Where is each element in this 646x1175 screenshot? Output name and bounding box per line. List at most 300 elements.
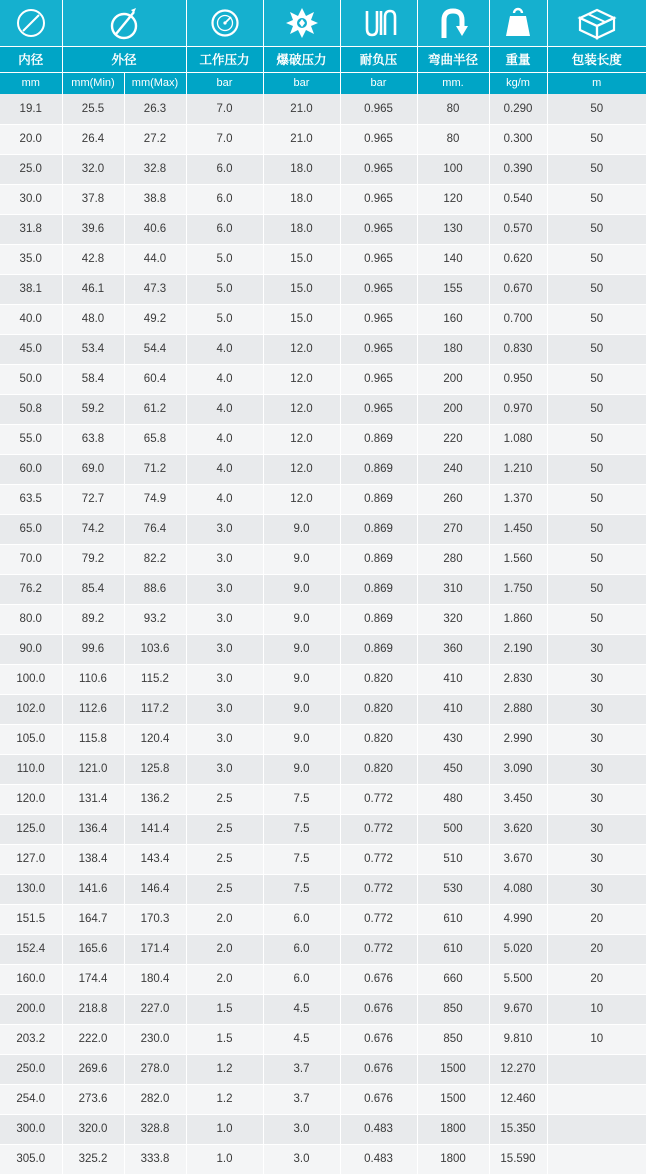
- table-cell: 50: [547, 184, 646, 214]
- table-cell: 65.0: [0, 514, 62, 544]
- table-cell: 35.0: [0, 244, 62, 274]
- table-row: [0, 304, 646, 334]
- table-cell: 79.2: [62, 544, 124, 574]
- table-cell: 50: [547, 154, 646, 184]
- table-cell: 1.0: [186, 1114, 263, 1144]
- table-row: [0, 454, 646, 484]
- unit-weight: kg/m: [489, 72, 547, 94]
- table-cell: 40.0: [0, 304, 62, 334]
- table-cell: 0.483: [340, 1114, 417, 1144]
- table-cell: 6.0: [186, 214, 263, 244]
- table-cell: 0.676: [340, 964, 417, 994]
- table-cell: 63.5: [0, 484, 62, 514]
- table-cell: 200: [417, 364, 489, 394]
- table-cell: 50: [547, 604, 646, 634]
- table-cell: 20: [547, 934, 646, 964]
- table-cell: 71.2: [124, 454, 186, 484]
- table-cell: 30: [547, 724, 646, 754]
- table-cell: 32.8: [124, 154, 186, 184]
- table-cell: 0.772: [340, 814, 417, 844]
- header-outer-diameter: 外径: [62, 46, 186, 72]
- table-cell: 65.8: [124, 424, 186, 454]
- table-cell: 15.350: [489, 1114, 547, 1144]
- table-cell: 180: [417, 334, 489, 364]
- table-cell: 80: [417, 124, 489, 154]
- table-cell: 4.080: [489, 874, 547, 904]
- table-cell: 74.9: [124, 484, 186, 514]
- table-cell: [547, 1084, 646, 1114]
- table-row: [0, 874, 646, 904]
- table-cell: 93.2: [124, 604, 186, 634]
- table-cell: 50: [547, 214, 646, 244]
- table-cell: 19.1: [0, 94, 62, 124]
- icon-cell-working-pressure: [186, 0, 263, 46]
- table-cell: 18.0: [263, 214, 340, 244]
- table-cell: [547, 1114, 646, 1144]
- table-cell: 3.090: [489, 754, 547, 784]
- table-cell: 2.5: [186, 784, 263, 814]
- table-row: [0, 1084, 646, 1114]
- table-cell: 240: [417, 454, 489, 484]
- table-cell: 9.0: [263, 514, 340, 544]
- table-cell: 4.5: [263, 994, 340, 1024]
- table-cell: 0.950: [489, 364, 547, 394]
- table-cell: 25.5: [62, 94, 124, 124]
- header-burst-pressure: 爆破压力: [263, 46, 340, 72]
- table-cell: 120: [417, 184, 489, 214]
- header-package-length: 包装长度: [547, 46, 646, 72]
- table-cell: 1.2: [186, 1084, 263, 1114]
- table-cell: 0.869: [340, 424, 417, 454]
- table-cell: 112.6: [62, 694, 124, 724]
- table-cell: 0.540: [489, 184, 547, 214]
- table-cell: 80: [417, 94, 489, 124]
- table-cell: 103.6: [124, 634, 186, 664]
- table-row: [0, 334, 646, 364]
- table-cell: 100: [417, 154, 489, 184]
- table-cell: 320.0: [62, 1114, 124, 1144]
- table-cell: 850: [417, 1024, 489, 1054]
- icon-cell-vacuum: [340, 0, 417, 46]
- table-cell: 3.7: [263, 1084, 340, 1114]
- table-cell: 102.0: [0, 694, 62, 724]
- table-cell: 3.0: [186, 574, 263, 604]
- table-cell: 220: [417, 424, 489, 454]
- table-cell: 3.0: [186, 604, 263, 634]
- icon-cell-outer-diameter: [62, 0, 186, 46]
- table-cell: 130.0: [0, 874, 62, 904]
- table-cell: 125.0: [0, 814, 62, 844]
- table-cell: 4.0: [186, 424, 263, 454]
- table-cell: 30: [547, 784, 646, 814]
- table-row: [0, 1144, 646, 1174]
- table-cell: 850: [417, 994, 489, 1024]
- table-cell: 0.869: [340, 604, 417, 634]
- inner-diameter-icon: [0, 1, 62, 45]
- table-cell: 6.0: [263, 964, 340, 994]
- table-cell: 3.670: [489, 844, 547, 874]
- table-cell: 0.820: [340, 664, 417, 694]
- table-cell: 250.0: [0, 1054, 62, 1084]
- table-cell: 171.4: [124, 934, 186, 964]
- table-cell: 18.0: [263, 154, 340, 184]
- table-cell: 273.6: [62, 1084, 124, 1114]
- table-cell: 47.3: [124, 274, 186, 304]
- table-cell: 90.0: [0, 634, 62, 664]
- table-cell: 85.4: [62, 574, 124, 604]
- table-cell: 151.5: [0, 904, 62, 934]
- table-cell: 138.4: [62, 844, 124, 874]
- table-cell: 76.2: [0, 574, 62, 604]
- table-cell: 60.0: [0, 454, 62, 484]
- table-cell: [547, 1144, 646, 1174]
- table-cell: 27.2: [124, 124, 186, 154]
- table-cell: 49.2: [124, 304, 186, 334]
- icon-cell-bend-radius: [417, 0, 489, 46]
- table-row: [0, 154, 646, 184]
- table-cell: 12.460: [489, 1084, 547, 1114]
- icon-cell-weight: [489, 0, 547, 46]
- table-cell: 50: [547, 454, 646, 484]
- table-row: [0, 814, 646, 844]
- table-cell: 30: [547, 664, 646, 694]
- table-cell: 63.8: [62, 424, 124, 454]
- table-cell: 305.0: [0, 1144, 62, 1174]
- table-cell: 310: [417, 574, 489, 604]
- table-row: [0, 634, 646, 664]
- table-cell: 2.5: [186, 844, 263, 874]
- table-row: [0, 964, 646, 994]
- table-row: [0, 724, 646, 754]
- table-cell: 50: [547, 334, 646, 364]
- table-cell: 9.810: [489, 1024, 547, 1054]
- table-cell: 660: [417, 964, 489, 994]
- table-row: [0, 934, 646, 964]
- table-cell: 510: [417, 844, 489, 874]
- table-cell: 3.0: [186, 754, 263, 784]
- table-cell: 3.7: [263, 1054, 340, 1084]
- table-cell: 53.4: [62, 334, 124, 364]
- table-cell: 50.8: [0, 394, 62, 424]
- table-row: [0, 784, 646, 814]
- table-cell: 0.965: [340, 334, 417, 364]
- table-cell: 480: [417, 784, 489, 814]
- table-row: [0, 1114, 646, 1144]
- table-cell: 44.0: [124, 244, 186, 274]
- table-cell: 31.8: [0, 214, 62, 244]
- table-cell: 10: [547, 994, 646, 1024]
- table-cell: 38.8: [124, 184, 186, 214]
- table-cell: 48.0: [62, 304, 124, 334]
- table-cell: 155: [417, 274, 489, 304]
- table-cell: 1.080: [489, 424, 547, 454]
- table-row: [0, 274, 646, 304]
- table-cell: 50: [547, 304, 646, 334]
- table-cell: 0.772: [340, 904, 417, 934]
- table-cell: 37.8: [62, 184, 124, 214]
- table-cell: 0.290: [489, 94, 547, 124]
- table-cell: 328.8: [124, 1114, 186, 1144]
- table-cell: 0.869: [340, 574, 417, 604]
- table-cell: 15.0: [263, 304, 340, 334]
- table-cell: 131.4: [62, 784, 124, 814]
- unit-outer-diameter-min: mm(Min): [62, 72, 124, 94]
- table-cell: 222.0: [62, 1024, 124, 1054]
- table-cell: 76.4: [124, 514, 186, 544]
- icon-cell-package-length: [547, 0, 646, 46]
- table-cell: 0.830: [489, 334, 547, 364]
- table-cell: 0.772: [340, 784, 417, 814]
- table-cell: 3.0: [186, 514, 263, 544]
- table-row: [0, 514, 646, 544]
- icon-cell-inner-diameter: [0, 0, 62, 46]
- table-cell: 141.6: [62, 874, 124, 904]
- table-cell: 25.0: [0, 154, 62, 184]
- table-cell: 72.7: [62, 484, 124, 514]
- table-cell: 15.0: [263, 274, 340, 304]
- table-row: [0, 214, 646, 244]
- table-cell: 4.0: [186, 484, 263, 514]
- pressure-gauge-icon: [187, 1, 263, 45]
- table-cell: 5.0: [186, 274, 263, 304]
- table-cell: 0.965: [340, 184, 417, 214]
- table-row: [0, 1024, 646, 1054]
- table-cell: 4.0: [186, 394, 263, 424]
- table-cell: 99.6: [62, 634, 124, 664]
- table-cell: 54.4: [124, 334, 186, 364]
- table-cell: 80.0: [0, 604, 62, 634]
- table-row: [0, 1054, 646, 1084]
- table-cell: 0.965: [340, 214, 417, 244]
- table-row: [0, 694, 646, 724]
- table-cell: 0.965: [340, 94, 417, 124]
- table-cell: 230.0: [124, 1024, 186, 1054]
- table-cell: 278.0: [124, 1054, 186, 1084]
- table-cell: 50: [547, 94, 646, 124]
- table-cell: 5.500: [489, 964, 547, 994]
- table-cell: 50: [547, 364, 646, 394]
- table-cell: 0.820: [340, 694, 417, 724]
- table-cell: 1.560: [489, 544, 547, 574]
- bend-radius-icon: [418, 1, 489, 45]
- table-cell: 1.750: [489, 574, 547, 604]
- table-cell: 70.0: [0, 544, 62, 574]
- table-cell: 1.5: [186, 1024, 263, 1054]
- table-cell: 30: [547, 814, 646, 844]
- table-cell: 50: [547, 424, 646, 454]
- table-cell: 130: [417, 214, 489, 244]
- header-working-pressure: 工作压力: [186, 46, 263, 72]
- table-cell: 7.5: [263, 784, 340, 814]
- table-cell: 3.0: [186, 544, 263, 574]
- table-cell: 2.190: [489, 634, 547, 664]
- table-cell: 410: [417, 694, 489, 724]
- table-cell: 6.0: [186, 184, 263, 214]
- table-cell: 325.2: [62, 1144, 124, 1174]
- table-cell: 45.0: [0, 334, 62, 364]
- table-cell: 0.869: [340, 484, 417, 514]
- table-cell: 0.965: [340, 244, 417, 274]
- table-row: [0, 94, 646, 124]
- table-cell: 4.0: [186, 334, 263, 364]
- table-cell: 360: [417, 634, 489, 664]
- table-row: [0, 754, 646, 784]
- table-cell: 15.590: [489, 1144, 547, 1174]
- table-row: [0, 364, 646, 394]
- table-cell: 140: [417, 244, 489, 274]
- table-cell: 165.6: [62, 934, 124, 964]
- table-cell: 1.0: [186, 1144, 263, 1174]
- table-cell: 39.6: [62, 214, 124, 244]
- table-cell: 2.830: [489, 664, 547, 694]
- table-cell: 269.6: [62, 1054, 124, 1084]
- table-cell: 3.0: [263, 1114, 340, 1144]
- table-cell: 1500: [417, 1054, 489, 1084]
- column-name-row: [0, 46, 646, 72]
- table-cell: 12.0: [263, 484, 340, 514]
- table-cell: 74.2: [62, 514, 124, 544]
- table-cell: 7.5: [263, 844, 340, 874]
- table-cell: 9.0: [263, 754, 340, 784]
- table-cell: 38.1: [0, 274, 62, 304]
- table-cell: 1.210: [489, 454, 547, 484]
- table-cell: 174.4: [62, 964, 124, 994]
- table-cell: 55.0: [0, 424, 62, 454]
- table-cell: 0.869: [340, 544, 417, 574]
- table-row: [0, 544, 646, 574]
- table-cell: 6.0: [263, 934, 340, 964]
- table-cell: 333.8: [124, 1144, 186, 1174]
- table-cell: 21.0: [263, 124, 340, 154]
- table-cell: 9.670: [489, 994, 547, 1024]
- table-cell: 164.7: [62, 904, 124, 934]
- table-cell: 0.300: [489, 124, 547, 154]
- table-cell: 46.1: [62, 274, 124, 304]
- table-cell: 60.4: [124, 364, 186, 394]
- table-cell: 50: [547, 514, 646, 544]
- table-cell: 30: [547, 844, 646, 874]
- table-cell: 0.965: [340, 364, 417, 394]
- header-bend-radius: 弯曲半径: [417, 46, 489, 72]
- table-cell: 0.772: [340, 844, 417, 874]
- table-cell: 170.3: [124, 904, 186, 934]
- table-cell: 50.0: [0, 364, 62, 394]
- table-row: [0, 244, 646, 274]
- table-cell: 254.0: [0, 1084, 62, 1114]
- table-cell: 4.5: [263, 1024, 340, 1054]
- table-cell: 105.0: [0, 724, 62, 754]
- table-cell: 280: [417, 544, 489, 574]
- table-cell: 82.2: [124, 544, 186, 574]
- table-cell: 203.2: [0, 1024, 62, 1054]
- table-cell: 26.3: [124, 94, 186, 124]
- table-cell: 410: [417, 664, 489, 694]
- unit-vacuum: bar: [340, 72, 417, 94]
- table-cell: 21.0: [263, 94, 340, 124]
- table-cell: 0.869: [340, 634, 417, 664]
- table-cell: 50: [547, 394, 646, 424]
- table-cell: 50: [547, 484, 646, 514]
- table-cell: 42.8: [62, 244, 124, 274]
- table-cell: 200: [417, 394, 489, 424]
- table-cell: 7.0: [186, 94, 263, 124]
- header-vacuum: 耐负压: [340, 46, 417, 72]
- table-cell: 50: [547, 574, 646, 604]
- table-cell: 20: [547, 904, 646, 934]
- table-cell: 89.2: [62, 604, 124, 634]
- table-cell: 30: [547, 874, 646, 904]
- table-cell: 450: [417, 754, 489, 784]
- table-cell: 3.0: [186, 694, 263, 724]
- table-cell: 120.4: [124, 724, 186, 754]
- table-cell: 0.772: [340, 934, 417, 964]
- table-cell: 0.970: [489, 394, 547, 424]
- table-cell: 0.965: [340, 124, 417, 154]
- table-cell: 121.0: [62, 754, 124, 784]
- table-cell: 0.965: [340, 304, 417, 334]
- table-cell: 136.2: [124, 784, 186, 814]
- table-cell: 26.4: [62, 124, 124, 154]
- table-cell: 115.8: [62, 724, 124, 754]
- table-cell: 282.0: [124, 1084, 186, 1114]
- table-cell: 20.0: [0, 124, 62, 154]
- table-cell: 40.6: [124, 214, 186, 244]
- table-cell: [547, 1054, 646, 1084]
- table-row: [0, 664, 646, 694]
- vacuum-icon: [341, 1, 417, 45]
- table-cell: 1800: [417, 1144, 489, 1174]
- table-cell: 115.2: [124, 664, 186, 694]
- table-cell: 69.0: [62, 454, 124, 484]
- table-cell: 12.270: [489, 1054, 547, 1084]
- table-cell: 152.4: [0, 934, 62, 964]
- table-cell: 2.5: [186, 874, 263, 904]
- table-cell: 12.0: [263, 424, 340, 454]
- table-row: [0, 994, 646, 1024]
- table-cell: 9.0: [263, 574, 340, 604]
- table-cell: 9.0: [263, 544, 340, 574]
- table-row: [0, 124, 646, 154]
- table-cell: 0.676: [340, 1054, 417, 1084]
- table-cell: 0.676: [340, 1024, 417, 1054]
- table-cell: 30.0: [0, 184, 62, 214]
- table-cell: 2.0: [186, 904, 263, 934]
- table-cell: 50: [547, 124, 646, 154]
- table-cell: 12.0: [263, 454, 340, 484]
- table-cell: 6.0: [186, 154, 263, 184]
- table-row: [0, 394, 646, 424]
- table-cell: 88.6: [124, 574, 186, 604]
- weight-icon: [490, 1, 547, 45]
- table-cell: 12.0: [263, 334, 340, 364]
- unit-bend-radius: mm.: [417, 72, 489, 94]
- table-cell: 18.0: [263, 184, 340, 214]
- table-cell: 110.6: [62, 664, 124, 694]
- table-cell: 2.0: [186, 934, 263, 964]
- table-row: [0, 844, 646, 874]
- header-weight: 重量: [489, 46, 547, 72]
- table-cell: 1.2: [186, 1054, 263, 1084]
- table-cell: 125.8: [124, 754, 186, 784]
- table-cell: 6.0: [263, 904, 340, 934]
- table-cell: 110.0: [0, 754, 62, 784]
- table-cell: 3.0: [186, 724, 263, 754]
- table-cell: 3.620: [489, 814, 547, 844]
- table-cell: 30: [547, 634, 646, 664]
- table-row: [0, 184, 646, 214]
- table-cell: 0.772: [340, 874, 417, 904]
- table-cell: 0.483: [340, 1144, 417, 1174]
